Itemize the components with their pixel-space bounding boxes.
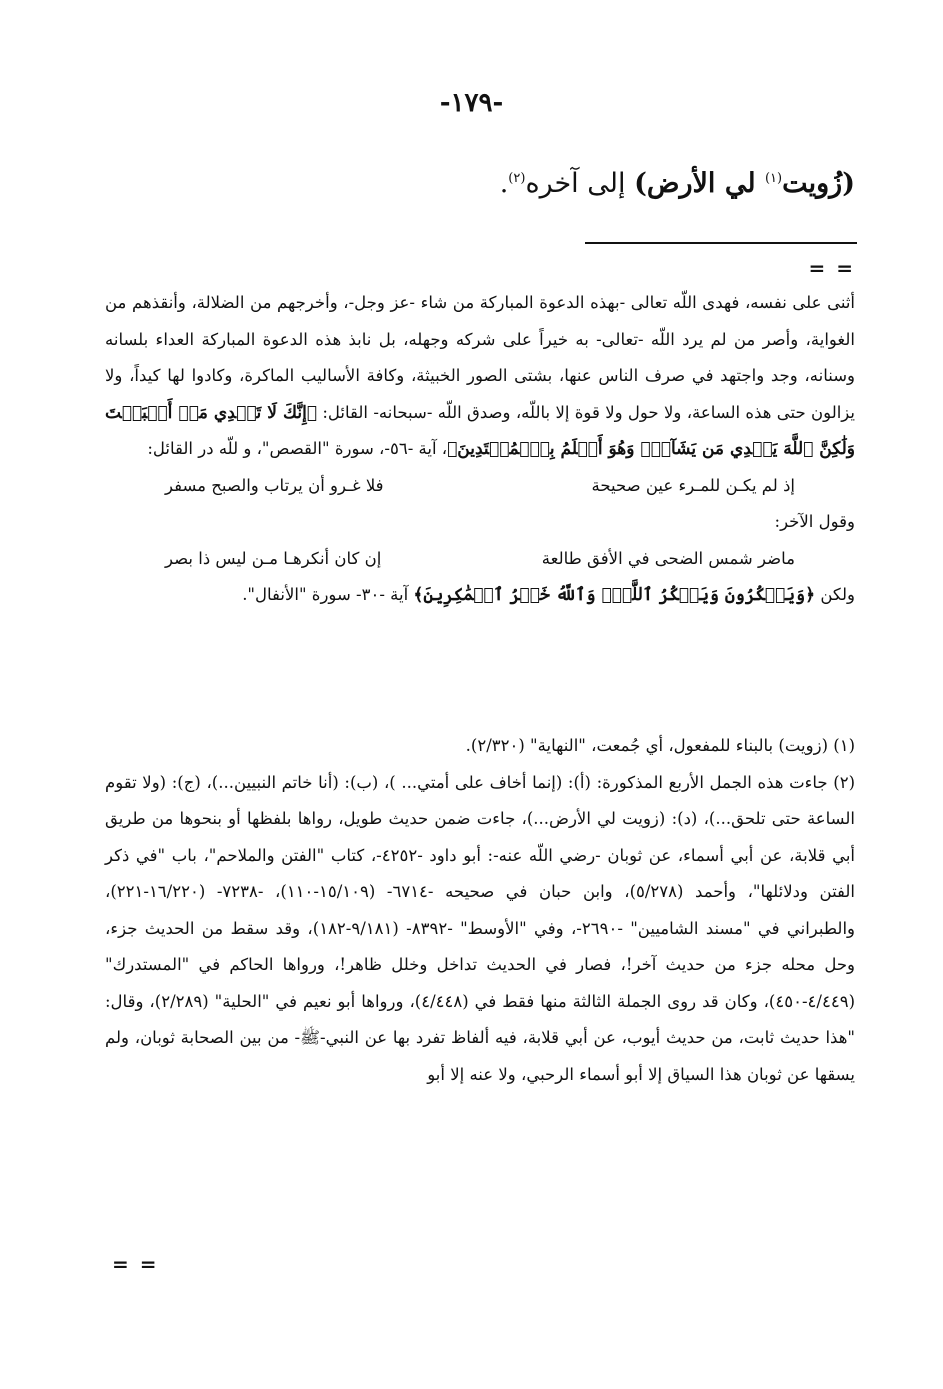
heading-regular: إلى آخره — [525, 168, 635, 199]
poem-line-2 — [105, 541, 855, 578]
heading-footnote-ref-1: (١) — [764, 171, 783, 186]
heading-bold: (زُويت — [782, 168, 855, 199]
body-text-para1: أثنى على نفسه، فهدى اللّه تعالى -بهذه الدعوة المباركة من شاء -عز وجل-، وأخرجهم من الضلالة، وأنقذهم من الغواية، وأصر من لم يرد اللّه -تعالى- به خيراً على شركه وجهله، بل نابذ هذه الدعوة المباركة العداء بلسانه وسنانه، وجد واجتهد في صرف الناس عنها، بشتى الصور الخبيثة، وكافة الأساليب الماكرة، وكادوا لها كيداً، ولا يزالون حتى هذه الساعة، ولا حول ولا قوة إلا باللّه، وصدق اللّه -سبحانه- القائل: — [105, 293, 856, 422]
footnote-2: (٢) جاءت هذه الجمل الأربع المذكورة: (أ): (إنما أخاف على أمتي... )، (ب): (أنا خاتم النبيين...)، (ج): (ولا تقوم الساعة حتى تلحق...)، (د): (زويت لي الأرض...)، جاءت ضمن حديث طويل، رواها بلفظها أو بنحوها من طريق أبي قلابة، عن أبي أسماء، عن ثوبان -رضي اللّه عنه-: أبو داود -٤٢٥٢-، كتاب "الفتن والملاحم"، باب "في ذكر الفتن ودلائلها"، وأحمد (٥/٢٧٨)، وابن حبان في صحيحه -٦٧١٤- (١٥/١٠٩-١١٠)، -٧٢٣٨- (١٦/٢٢٠-٢٢١)، والطبراني في "مسند الشاميين" -٢٦٩٠-، وفي "الأوسط" -٨٣٩٢- (٩/١٨١-١٨٢)، وقد سقط من الحديث جزء، وحل محله جزء من حديث آخر!، فصار في الحديث تداخل وخلل ظاهر!، ورواها الحاكم في "المستدرك" (٤/٤٤٩-٤٥٠)، وكان قد روى الجملة الثالثة منها فقط في (٤/٤٤٨)، ورواها أبو نعيم في "الحلية" (٢/٢٨٩)، وقال: "هذا حديث ثابت، من حديث أيوب، عن أبي قلابة، فيه ألفاظ تفرد بها عن النبي-ﷺ- من بين الصحابة ثوبان، ولم يسقها عن ثوبان هذا السياق إلا أبو أسماء الرحبي، ولا عنه إلا أبو — [105, 772, 856, 1084]
other-saying: وقول الآخر: — [774, 512, 855, 531]
poem2-hemistich-right: ماضر شمس الضحى في الأفق طالعة — [541, 548, 795, 568]
poem2-hemistich-left: إن كان أنكرهـا مـن ليس ذا بصر — [165, 548, 382, 568]
footnote-1: (١) (زويت) بالبناء للمفعول، أي جُمعت، "النهاية" (٢/٣٢٠). — [465, 736, 855, 755]
heading-end: . — [499, 168, 509, 199]
heading-bold-2: لي الأرض) — [634, 168, 765, 199]
body-after-quran-1: ، آية -٥٦-، سورة "القصص"، و للّه در القائل: — [147, 439, 448, 458]
continuation-mark-top: = = — [808, 256, 855, 280]
continuation-mark-bottom: = = — [112, 1252, 159, 1276]
quran-verse-1: ﴿إِنَّكَ لَا تَهۡدِي مَنۡ أَحۡبَبۡتَ وَلَٰكِنَّ ٱللَّهَ يَهۡدِي مَن يَشَآءُۚ وَهُوَ أَعۡلَمُ بِٱلۡمُهۡتَدِينَ﴾ — [105, 402, 855, 459]
footnote-continuation-body — [105, 285, 855, 614]
page-number: -١٧٩- — [439, 88, 504, 118]
before-quran-2: ولكن — [820, 585, 855, 604]
poem-line-1 — [105, 468, 855, 505]
body-paragraph — [105, 285, 855, 468]
body-after-quran-2: آية -٣٠- سورة "الأنفال". — [242, 585, 414, 604]
heading-footnote-ref-2: (٢) — [508, 171, 526, 186]
quran-verse-2: ﴿وَيَمۡكُرُونَ وَيَمۡكُرُ ٱللَّهُۖ وَٱللَّهُ خَيۡرُ ٱلۡمَٰكِرِينَ﴾ — [413, 585, 816, 605]
section-heading — [500, 168, 855, 199]
footnotes — [105, 728, 855, 1093]
body-paragraph-2 — [105, 577, 855, 614]
poem1-hemistich-left: فلا غـرو أن يرتاب والصبح مسفر — [165, 475, 384, 495]
footnote-separator-rule — [585, 242, 857, 244]
poem1-hemistich-right: إذ لم يكـن للمـرء عين صحيحة — [591, 475, 795, 495]
